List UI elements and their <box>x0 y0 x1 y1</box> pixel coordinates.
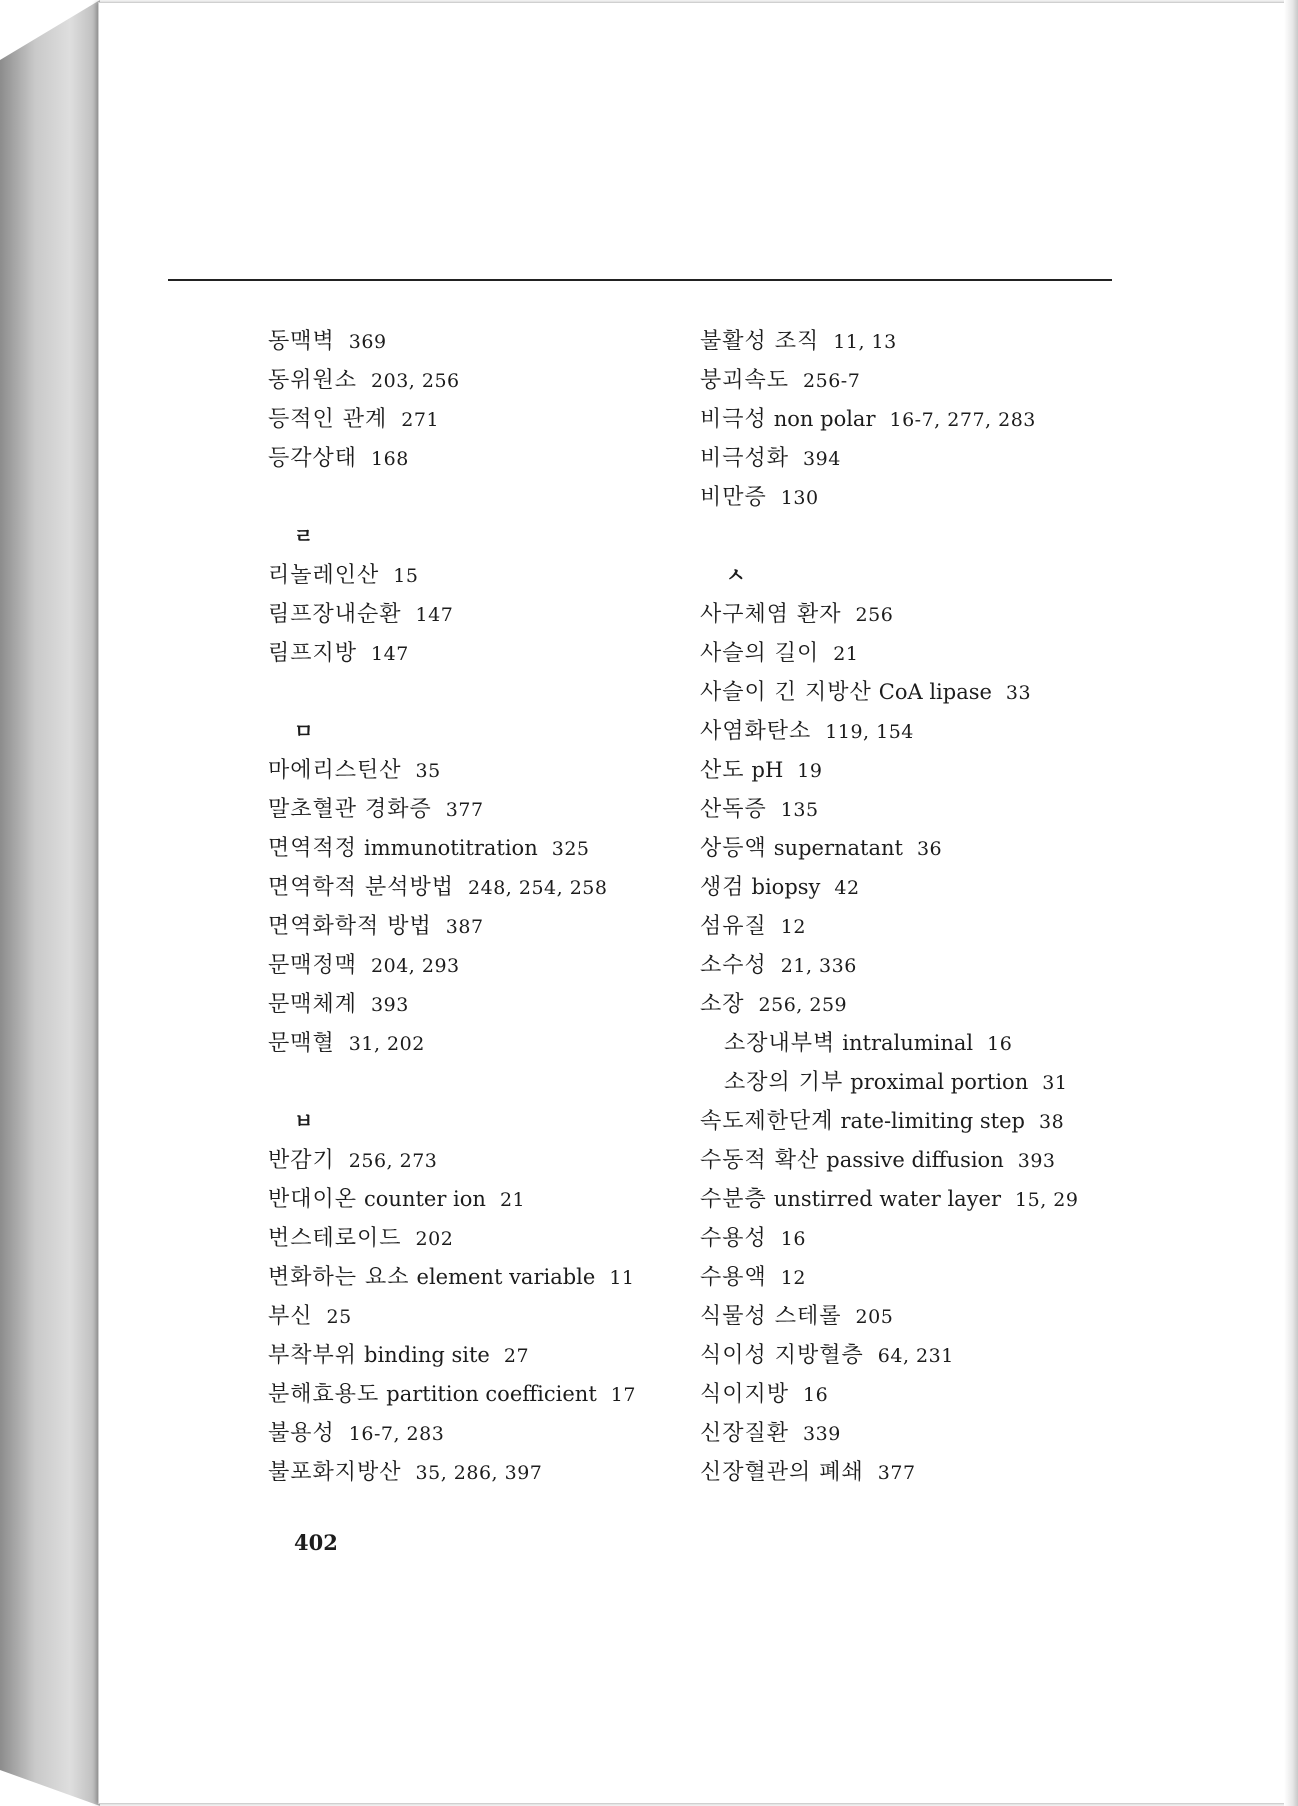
index-page-refs: 16-7, 283 <box>348 1423 445 1445</box>
index-entry <box>268 790 688 829</box>
index-page-refs: 256 <box>855 604 894 626</box>
index-entry <box>700 1102 1120 1141</box>
index-term: 소수성 <box>700 953 767 978</box>
index-page-refs: 33 <box>1005 682 1032 704</box>
index-page-refs: 36 <box>916 838 943 860</box>
index-term: 사슬의 길이 <box>700 641 820 666</box>
page-edge <box>1284 0 1298 1806</box>
index-entry <box>700 400 1120 439</box>
index-term: 산독증 <box>700 797 767 822</box>
index-entry <box>700 1375 1120 1414</box>
index-entry <box>268 439 688 478</box>
index-term: 문맥체계 <box>268 992 358 1017</box>
index-page-refs: 16 <box>803 1384 829 1406</box>
index-entry <box>700 361 1120 400</box>
index-term: 번스테로이드 <box>268 1226 402 1251</box>
index-entry <box>700 1258 1120 1297</box>
index-page-refs: 16 <box>780 1228 806 1250</box>
index-term: 리놀레인산 <box>268 563 380 588</box>
index-page-refs: 325 <box>551 838 590 860</box>
index-term-english: immunotitration <box>364 836 538 860</box>
index-entry <box>268 595 688 634</box>
index-term: 섬유질 <box>700 914 767 939</box>
index-entry <box>268 1375 688 1414</box>
index-entry <box>268 400 688 439</box>
index-page-refs: 135 <box>780 799 819 821</box>
index-term-english: binding site <box>364 1343 490 1367</box>
index-entry <box>700 829 1120 868</box>
index-term: 생검 <box>700 875 745 900</box>
index-page-refs: 203, 256 <box>371 370 460 392</box>
index-entry <box>268 1219 688 1258</box>
index-term: 비극성화 <box>700 446 790 471</box>
index-page-refs: 16 <box>987 1033 1013 1055</box>
index-term: 식물성 스테롤 <box>700 1304 842 1329</box>
section-heading: ㅂ <box>294 1109 314 1133</box>
index-entry <box>268 1141 688 1180</box>
index-term-english: pH <box>751 758 784 782</box>
index-term: 수용성 <box>700 1226 767 1251</box>
index-term: 사염화탄소 <box>700 719 812 744</box>
index-entry <box>268 946 688 985</box>
index-term-english: unstirred water layer <box>773 1187 1002 1211</box>
index-term: 수동적 확산 <box>700 1148 820 1173</box>
index-page-refs: 27 <box>503 1345 530 1367</box>
index-page-refs: 11 <box>609 1267 635 1289</box>
index-page-refs: 15 <box>393 565 419 587</box>
section-heading: ㅅ <box>726 563 746 587</box>
index-term-english: passive diffusion <box>826 1148 1004 1172</box>
index-term: 속도제한단계 <box>700 1109 834 1134</box>
index-page-refs: 16-7, 277, 283 <box>889 409 1036 431</box>
index-page-refs: 256, 273 <box>348 1150 438 1172</box>
index-page-refs: 205 <box>855 1306 894 1328</box>
index-subentry <box>700 1063 1120 1102</box>
index-entry <box>700 1297 1120 1336</box>
index-entry <box>268 829 688 868</box>
index-page-refs: 168 <box>371 448 409 470</box>
index-page-refs: 21 <box>499 1189 526 1211</box>
index-entry <box>700 1141 1120 1180</box>
index-term: 부신 <box>268 1304 313 1329</box>
index-term-english: proximal portion <box>850 1070 1029 1094</box>
index-term: 반대이온 <box>268 1187 358 1212</box>
index-term-english: intraluminal <box>842 1031 974 1055</box>
index-term: 동맥벽 <box>268 329 335 354</box>
index-page-refs: 394 <box>803 448 841 470</box>
index-entry <box>700 1414 1120 1453</box>
index-term: 등적인 관계 <box>268 407 388 432</box>
index-term: 불활성 조직 <box>700 329 820 354</box>
index-entry <box>268 322 688 361</box>
index-term: 마에리스틴산 <box>268 758 402 783</box>
index-term: 문맥정맥 <box>268 953 358 978</box>
index-entry <box>700 673 1120 712</box>
index-term: 수분층 <box>700 1187 767 1212</box>
index-page-refs: 130 <box>780 487 819 509</box>
index-entry <box>700 478 1120 517</box>
index-page-refs: 202 <box>415 1228 454 1250</box>
section-gap <box>700 517 1120 556</box>
index-term-english: element variable <box>416 1265 596 1289</box>
index-term-english: counter ion <box>364 1187 486 1211</box>
index-page-refs: 31, 202 <box>348 1033 425 1055</box>
index-entry <box>700 712 1120 751</box>
index-entry <box>268 1024 688 1063</box>
index-page-refs: 369 <box>348 331 387 353</box>
index-term: 비만증 <box>700 485 767 510</box>
index-page-refs: 17 <box>610 1384 636 1406</box>
index-page-refs: 393 <box>1017 1150 1056 1172</box>
index-term: 비극성 <box>700 407 767 432</box>
index-page-refs: 31 <box>1042 1072 1068 1094</box>
index-page-refs: 21 <box>833 643 859 665</box>
index-entry <box>268 1180 688 1219</box>
index-page-refs: 377 <box>877 1462 916 1484</box>
index-term: 림프장내순환 <box>268 602 402 627</box>
page-number: 402 <box>294 1530 338 1555</box>
index-term: 림프지방 <box>268 641 358 666</box>
index-term: 문맥혈 <box>268 1031 335 1056</box>
index-term: 소장내부벽 <box>724 1031 836 1056</box>
index-term: 불포화지방산 <box>268 1460 402 1485</box>
index-entry <box>700 1336 1120 1375</box>
index-page-refs: 119, 154 <box>825 721 914 743</box>
index-term-english: CoA lipase <box>878 680 992 704</box>
index-entry <box>700 751 1120 790</box>
section-gap <box>268 1063 688 1102</box>
index-entry <box>268 1336 688 1375</box>
index-term: 신장질환 <box>700 1421 790 1446</box>
index-term-english: biopsy <box>751 875 821 899</box>
index-page-refs: 64, 231 <box>877 1345 954 1367</box>
index-term: 동위원소 <box>268 368 358 393</box>
index-entry <box>268 868 688 907</box>
index-entry <box>268 907 688 946</box>
section-gap <box>268 673 688 712</box>
index-page-refs: 339 <box>803 1423 841 1445</box>
index-page-refs: 21, 336 <box>780 955 857 977</box>
section-gap <box>268 478 688 517</box>
index-entry <box>268 556 688 595</box>
index-page-refs: 35 <box>415 760 441 782</box>
section-heading: ㅁ <box>294 719 314 743</box>
index-column-left <box>268 322 688 1492</box>
index-term: 신장혈관의 폐쇄 <box>700 1460 864 1485</box>
index-entry <box>700 322 1120 361</box>
index-page-refs: 25 <box>326 1306 352 1328</box>
index-term: 분해효용도 <box>268 1382 380 1407</box>
index-term: 사구체염 환자 <box>700 602 842 627</box>
index-entry <box>700 1219 1120 1258</box>
index-page-refs: 271 <box>401 409 440 431</box>
index-term: 말초혈관 경화증 <box>268 797 432 822</box>
index-term: 붕괴속도 <box>700 368 790 393</box>
index-entry <box>268 361 688 400</box>
index-page-refs: 38 <box>1038 1111 1065 1133</box>
index-page-refs: 15, 29 <box>1015 1189 1079 1211</box>
index-term-english: supernatant <box>773 836 903 860</box>
index-term-english: partition coefficient <box>386 1382 597 1406</box>
index-subentry <box>700 1024 1120 1063</box>
index-page-refs: 12 <box>780 1267 806 1289</box>
index-term: 식이지방 <box>700 1382 790 1407</box>
index-entry <box>268 1258 688 1297</box>
index-page-refs: 248, 254, 258 <box>468 877 608 899</box>
index-page-refs: 377 <box>445 799 484 821</box>
index-page-refs: 256-7 <box>803 370 861 392</box>
index-term-english: non polar <box>773 407 876 431</box>
header-rule <box>168 279 1112 281</box>
index-term: 소장의 기부 <box>724 1070 844 1095</box>
index-page-refs: 42 <box>834 877 860 899</box>
index-page-refs: 204, 293 <box>371 955 460 977</box>
index-term: 상등액 <box>700 836 767 861</box>
index-term: 면역화학적 방법 <box>268 914 432 939</box>
index-term: 반감기 <box>268 1148 335 1173</box>
index-entry <box>700 634 1120 673</box>
index-page-refs: 11, 13 <box>833 331 897 353</box>
index-entry <box>268 1453 688 1492</box>
index-entry <box>268 1297 688 1336</box>
section-heading: ㄹ <box>294 524 314 548</box>
index-entry <box>268 634 688 673</box>
index-page-refs: 12 <box>780 916 806 938</box>
index-term: 변화하는 요소 <box>268 1265 410 1290</box>
index-entry <box>700 946 1120 985</box>
index-page-refs: 147 <box>415 604 454 626</box>
index-entry <box>268 751 688 790</box>
index-column-right <box>700 322 1120 1492</box>
index-term: 수용액 <box>700 1265 767 1290</box>
index-entry <box>700 1180 1120 1219</box>
index-term: 산도 <box>700 758 745 783</box>
index-entry <box>700 868 1120 907</box>
index-page-refs: 256, 259 <box>758 994 848 1016</box>
index-term: 소장 <box>700 992 745 1017</box>
index-entry <box>700 985 1120 1024</box>
index-page-refs: 35, 286, 397 <box>415 1462 543 1484</box>
index-entry <box>268 985 688 1024</box>
index-term: 면역학적 분석방법 <box>268 875 455 900</box>
index-entry <box>700 595 1120 634</box>
index-term: 등각상태 <box>268 446 358 471</box>
index-page-refs: 393 <box>371 994 409 1016</box>
index-entry <box>268 1414 688 1453</box>
index-term: 식이성 지방혈층 <box>700 1343 864 1368</box>
index-term-english: rate-limiting step <box>840 1109 1025 1133</box>
index-term: 면역적정 <box>268 836 358 861</box>
index-term: 사슬이 긴 지방산 <box>700 680 872 705</box>
book-spine <box>0 0 100 1806</box>
index-page-refs: 19 <box>797 760 823 782</box>
index-term: 불용성 <box>268 1421 335 1446</box>
index-entry <box>700 439 1120 478</box>
index-term: 부착부위 <box>268 1343 358 1368</box>
index-entry <box>700 907 1120 946</box>
index-entry <box>700 790 1120 829</box>
index-entry <box>700 1453 1120 1492</box>
index-page-refs: 387 <box>445 916 484 938</box>
index-page-refs: 147 <box>371 643 409 665</box>
